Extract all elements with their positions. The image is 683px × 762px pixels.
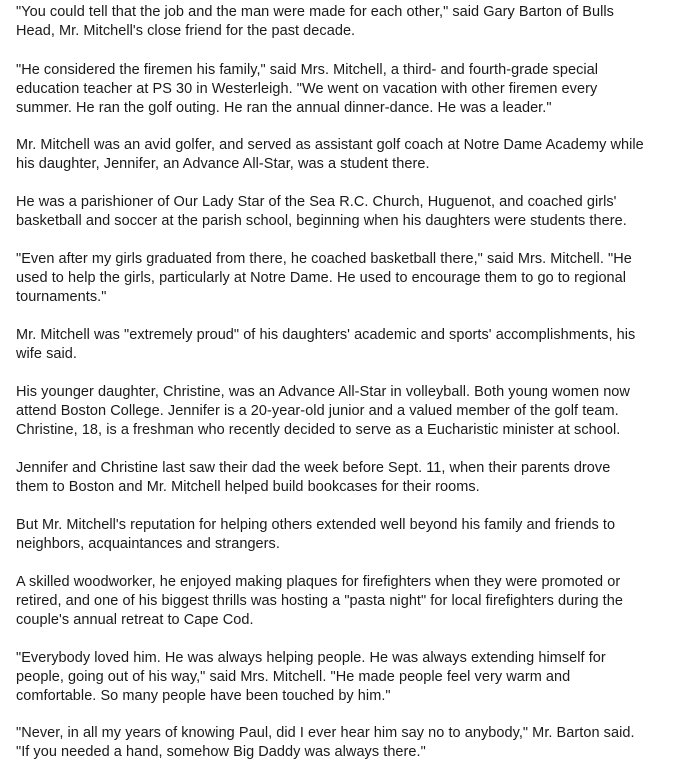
text-line: "Everybody loved him. He was always helping people. He was always extending himself for (16, 650, 606, 666)
text-line: "You could tell that the job and the man were made for each other," said Gary Barton of Bulls (16, 4, 614, 20)
paragraph (16, 459, 610, 497)
text-line: basketball and soccer at the parish school, beginning when his daughters were students there. (16, 213, 627, 229)
text-line: "Even after my girls graduated from there, he coached basketball there," said Mrs. Mitchell. "He (16, 251, 632, 267)
text-line: retired, and one of his biggest thrills was hosting a "pasta night" for local firefighters during the (16, 593, 623, 609)
paragraph (16, 193, 627, 231)
text-line: Christine, 18, is a freshman who recently decided to serve as a Eucharistic minister at school. (16, 422, 621, 438)
text-line: education teacher at PS 30 in Westerleigh. "We went on vacation with other firemen every (16, 81, 598, 97)
paragraph (16, 383, 630, 440)
text-line: comfortable. So many people have been touched by him." (16, 688, 391, 704)
text-line: neighbors, acquaintances and strangers. (16, 536, 280, 552)
text-line: A skilled woodworker, he enjoyed making plaques for firefighters when they were promoted or (16, 574, 621, 590)
document-page (16, 3, 683, 760)
paragraph (16, 3, 614, 41)
text-line: tournaments." (16, 289, 107, 305)
text-line: His younger daughter, Christine, was an Advance All-Star in volleyball. Both young women now (16, 384, 630, 400)
text-line: Mr. Mitchell was "extremely proud" of his daughters' academic and sports' accomplishments, his (16, 327, 636, 343)
text-line: Jennifer and Christine last saw their dad the week before Sept. 11, when their parents drove (16, 460, 611, 476)
paragraph (16, 724, 635, 762)
text-line: couple's annual retreat to Cape Cod. (16, 612, 254, 628)
text-line: "He considered the firemen his family," said Mrs. Mitchell, a third- and fourth-grade special (16, 62, 599, 78)
paragraph (16, 573, 623, 630)
text-line: But Mr. Mitchell's reputation for helping others extended well beyond his family and friends to (16, 517, 616, 533)
text-line: attend Boston College. Jennifer is a 20-year-old junior and a valued member of the golf team. (16, 403, 619, 419)
text-line: summer. He ran the golf outing. He ran the annual dinner-dance. He was a leader." (16, 100, 552, 116)
paragraph (16, 649, 606, 706)
paragraph (16, 250, 632, 307)
text-line: Head, Mr. Mitchell's close friend for the past decade. (16, 23, 356, 39)
text-line: He was a parishioner of Our Lady Star of the Sea R.C. Church, Huguenot, and coached girls' (16, 194, 617, 210)
text-line: Mr. Mitchell was an avid golfer, and served as assistant golf coach at Notre Dame Academy while (16, 137, 644, 153)
text-line: his daughter, Jennifer, an Advance All-Star, was a student there. (16, 156, 430, 172)
text-line: wife said. (16, 346, 77, 362)
text-line: people, going out of his way," said Mrs. Mitchell. "He made people feel very warm and (16, 669, 571, 685)
text-line: "Never, in all my years of knowing Paul, did I ever hear him say no to anybody," Mr. Barton said. (16, 725, 635, 741)
paragraph (16, 516, 615, 554)
paragraph (16, 326, 635, 364)
paragraph (16, 61, 598, 118)
text-line: "If you needed a hand, somehow Big Daddy was always there." (16, 744, 426, 760)
paragraph (16, 136, 644, 174)
text-line: them to Boston and Mr. Mitchell helped build bookcases for their rooms. (16, 479, 480, 495)
text-line: used to help the girls, particularly at Notre Dame. He used to encourage them to go to regional (16, 270, 627, 286)
